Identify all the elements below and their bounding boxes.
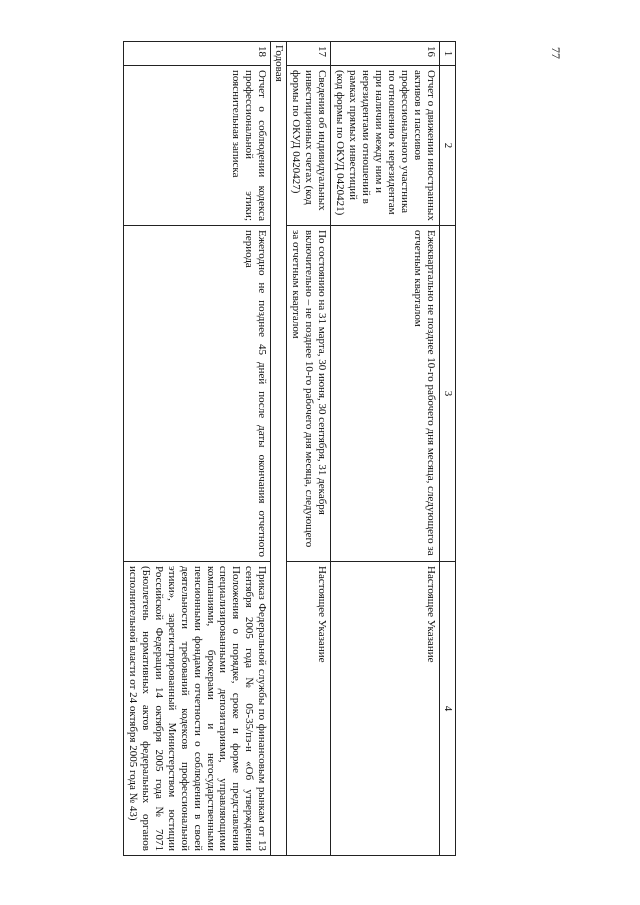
table-row xyxy=(287,42,331,856)
section-row-annual xyxy=(271,42,287,856)
column-number-cell: 3 xyxy=(440,226,456,562)
rotated-table-wrapper xyxy=(76,41,456,855)
basis-cell: Настоящее Указание xyxy=(331,562,440,856)
table-row xyxy=(123,42,271,856)
column-number-cell: 1 xyxy=(440,42,456,66)
basis-cell: Приказ Федеральной службы по финансовым рынкам от 13 сентября 2005 года № 05-35/пз-н «Об утверждении Положения о порядке, сроке и форме представления специализированными депозитариями, управляющими компаниями, брокерами и негосударственными пенсионными фондами отчетности о соблюдении в своей деятельности требований кодексов профессиональной этики», зарегистрированный Министерством юстиции Российской Федерации 14 октября 2005 года № 7071 (Бюллетень нормативных актов федеральных органов исполнительной власти от 24 октября 2005 года № 43) xyxy=(123,562,271,856)
column-number-cell: 2 xyxy=(440,66,456,226)
report-name-cell: Отчет о движении иностранных активов и пассивов профессионального участника по отношению к нерезидентам при наличии между ним и нерезидентами отношений в рамках прямых инвестиций (код формы по ОКУД 0420421) xyxy=(331,66,440,226)
report-name-cell: Отчет о соблюдении кодекса профессиональной этики; пояснительная записка xyxy=(123,66,271,226)
section-title: Годовая xyxy=(271,42,287,856)
table-row xyxy=(331,42,440,856)
deadline-cell: Ежеквартально не позднее 10-го рабочего дня месяца, следующего за отчетным кварталом xyxy=(331,226,440,562)
reporting-table xyxy=(123,41,456,856)
column-number-row xyxy=(440,42,456,856)
row-number-cell: 16 xyxy=(331,42,440,66)
report-name-cell: Сведения об индивидуальных инвестиционных счетах (код формы по ОКУД 0420427) xyxy=(287,66,331,226)
deadline-cell: Ежегодно не позднее 45 дней после даты окончания отчетного периода xyxy=(123,226,271,562)
row-number-cell: 17 xyxy=(287,42,331,66)
column-number-cell: 4 xyxy=(440,562,456,856)
basis-cell: Настоящее Указание xyxy=(287,562,331,856)
row-number-cell: 18 xyxy=(123,42,271,66)
page-number: 77 xyxy=(549,47,563,59)
deadline-cell: По состоянию на 31 марта, 30 июня, 30 сентября, 31 декабря включительно – не позднее 10-го рабочего дня месяца, следующего за отчетным кварталом xyxy=(287,226,331,562)
